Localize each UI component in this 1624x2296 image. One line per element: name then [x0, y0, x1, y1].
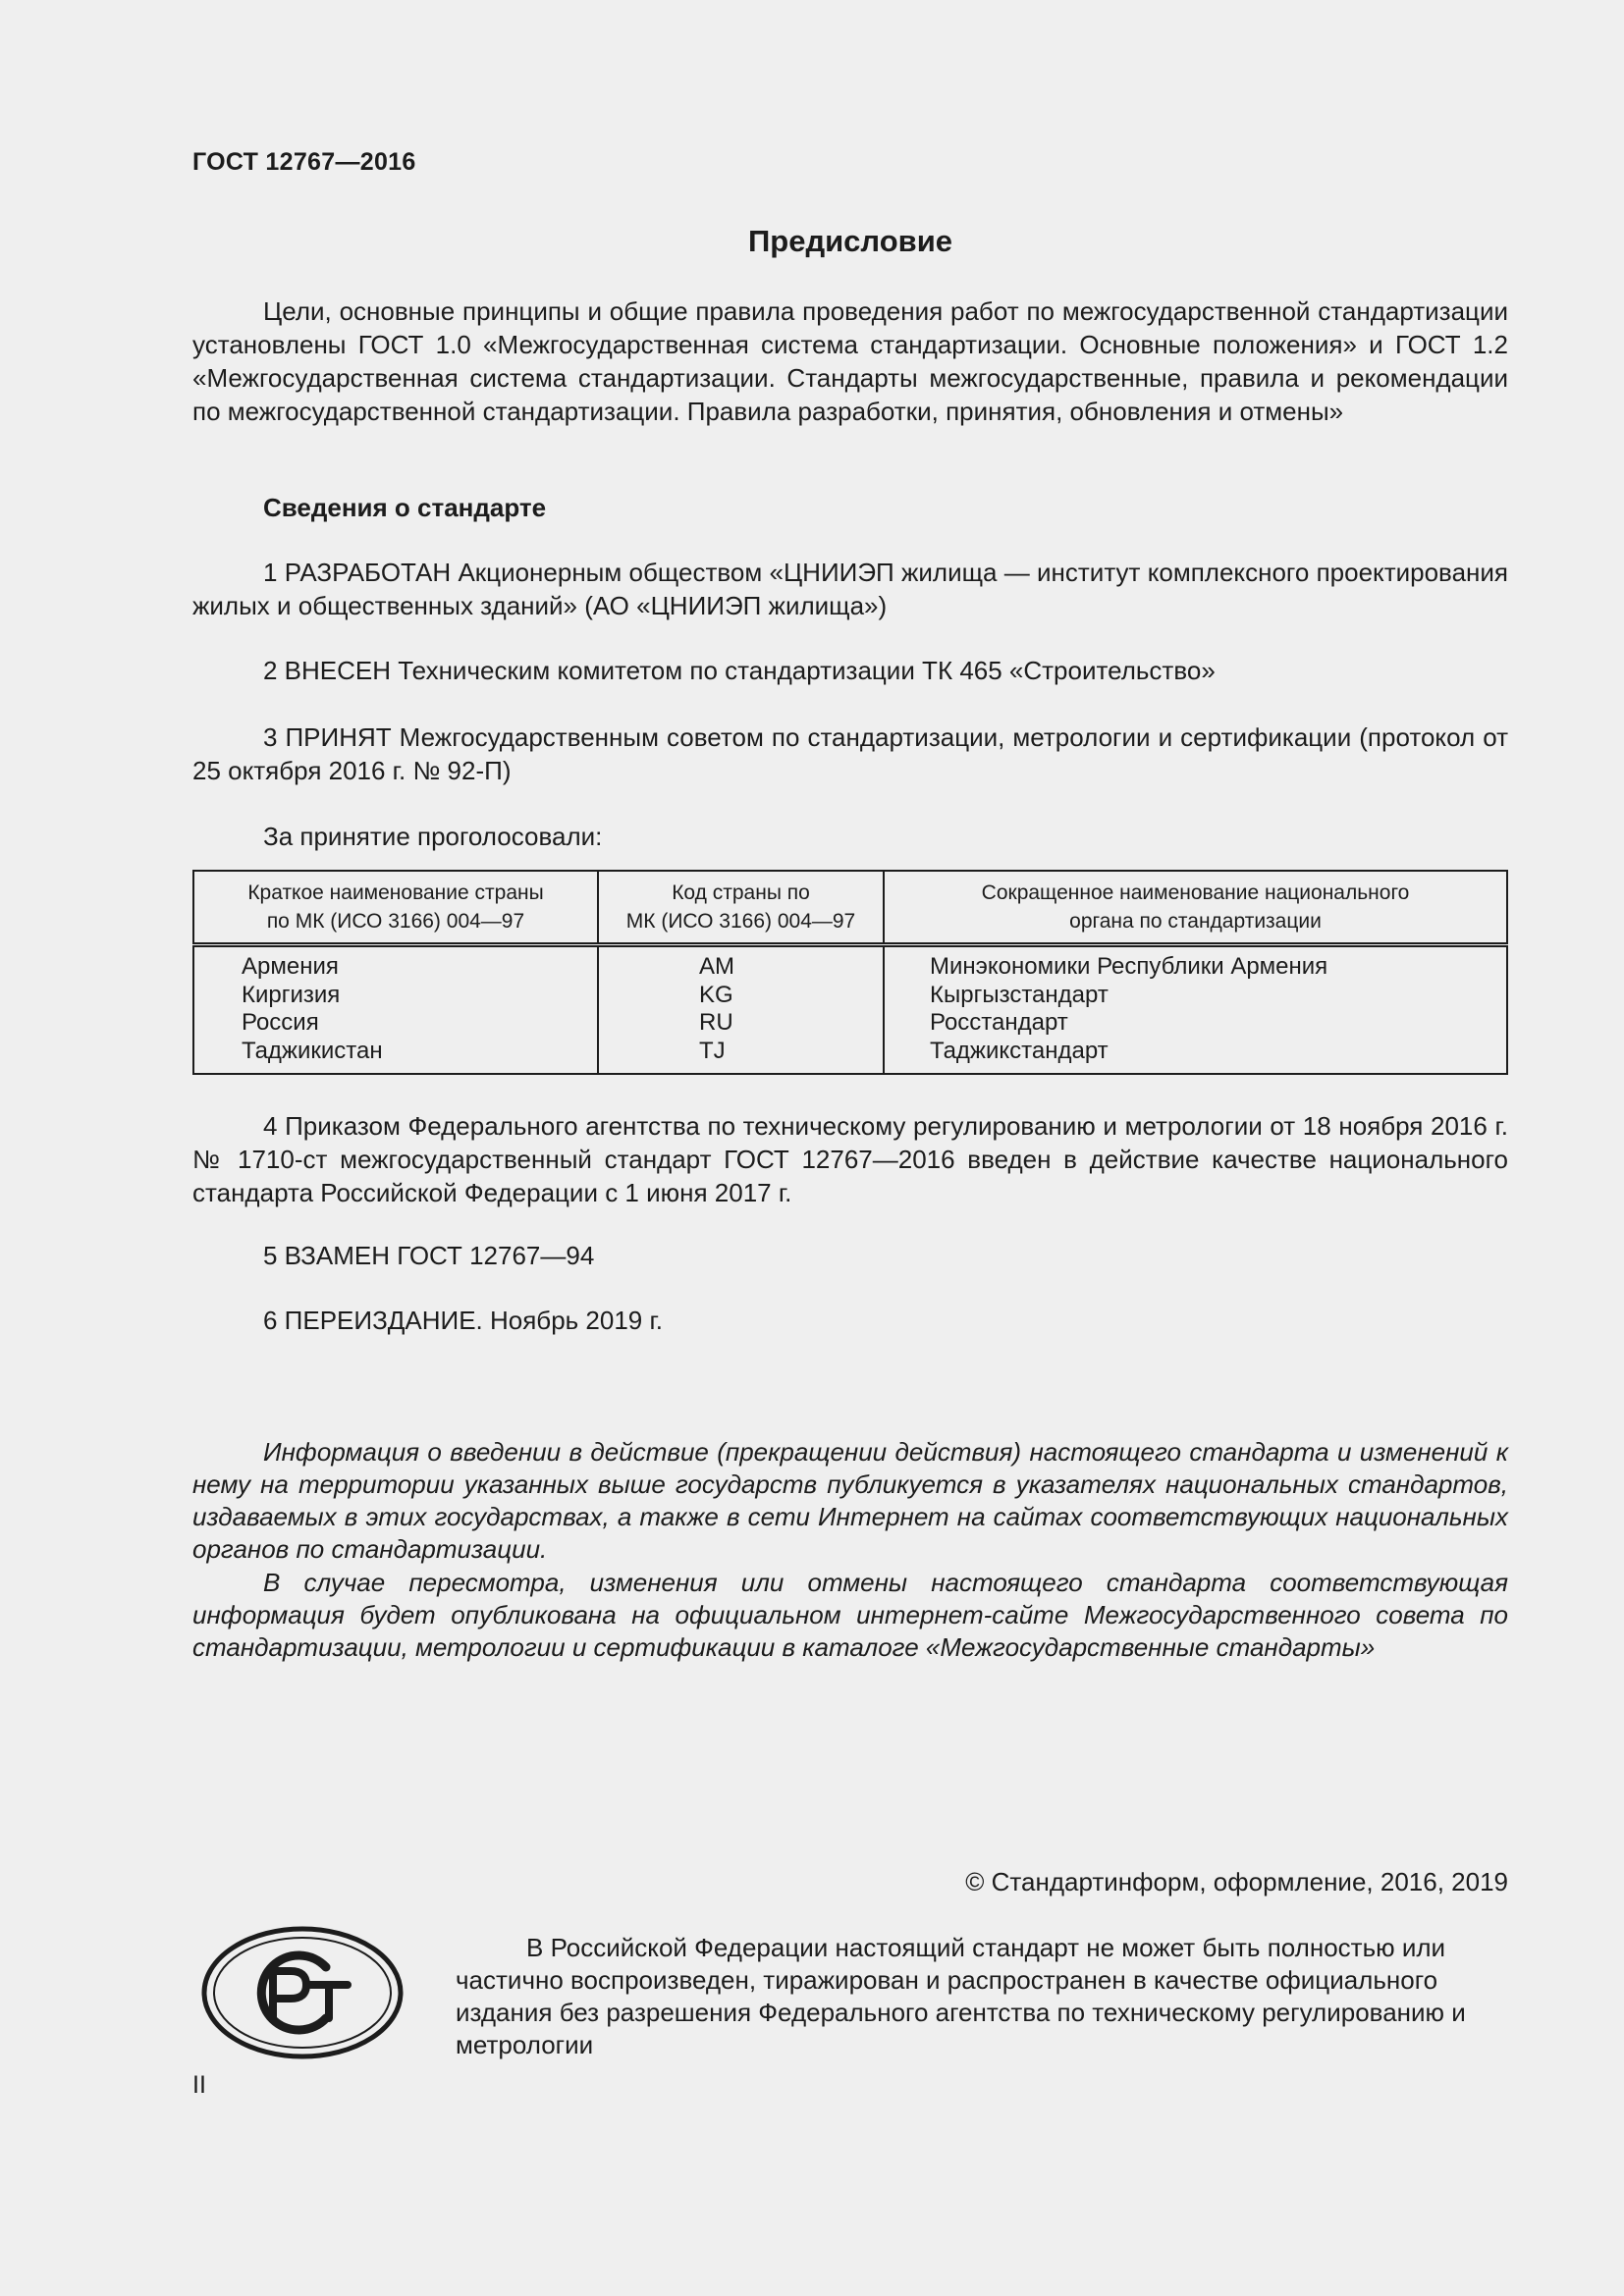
org-cell: Кыргызстандарт: [930, 981, 1109, 1008]
country-column: [193, 945, 598, 1075]
code-cell: AM: [699, 953, 734, 980]
voting-table: [192, 870, 1508, 1075]
code-cell: RU: [699, 1009, 733, 1036]
intro-paragraph: Цели, основные принципы и общие правила проведения работ по межгосударственной стандартизации установлены ГОСТ 1.0 «Межгосударственная система стандартизации. Основные положения» и ГОСТ 1.2 «Межгосударственная система стандартизации. Стандарты межгосударственные, правила и рекомендации по межгосударственной стандартизации. Правила разработки, принятия, обновления и отмены»: [192, 296, 1508, 426]
item-1-developed: 1 РАЗРАБОТАН Акционерным обществом «ЦНИИЭП жилища — институт комплексного проектирования жилых и общественных зданий» (АО «ЦНИИЭП жилища»): [192, 558, 1508, 620]
item-2-introduced: 2 ВНЕСЕН Техническим комитетом по стандартизации ТК 465 «Строительство»: [263, 656, 1216, 685]
org-cell: Минэкономики Республики Армения: [930, 953, 1328, 980]
rst-logo-icon: [200, 1924, 405, 2061]
header-organization: Сокращенное наименование национального органа по стандартизации: [884, 871, 1507, 945]
code-cell: KG: [699, 981, 733, 1008]
table-header-row: [193, 871, 1507, 945]
page-number: II: [192, 2071, 206, 2099]
copyright-notice: © Стандартинформ, оформление, 2016, 2019: [965, 1867, 1508, 1896]
info-paragraph-1: Информация о введении в действие (прекращении действия) настоящего стандарта и изменений к нему на территории указанных выше государств публикуется в указателях национальных стандартов, издаваемых в этих государствах, а также в сети Интернет на сайтах соответствующих национальных органов по стандартизации.: [192, 1437, 1508, 1564]
country-cell: Армения: [242, 953, 339, 980]
org-cell: Таджикстандарт: [930, 1037, 1109, 1064]
table-body-row: [193, 945, 1507, 1075]
code-column: [598, 945, 884, 1075]
item-3-adopted: 3 ПРИНЯТ Межгосударственным советом по стандартизации, метрологии и сертификации (протокол от 25 октября 2016 г. № 92-П): [192, 722, 1508, 785]
item-4-order: 4 Приказом Федерального агентства по техническому регулированию и метрологии от 18 ноября 2016 г. № 1710-ст межгосударственный стандарт ГОСТ 12767—2016 введен в действие качестве национального стандарта Российской Федерации с 1 июня 2017 г.: [192, 1111, 1508, 1207]
country-cell: Киргизия: [242, 981, 341, 1008]
header-code: Код страны по МК (ИСО 3166) 004—97: [598, 871, 884, 945]
item-6-reissue: 6 ПЕРЕИЗДАНИЕ. Ноябрь 2019 г.: [263, 1306, 664, 1335]
organization-column: [884, 945, 1507, 1075]
org-cell: Росстандарт: [930, 1009, 1068, 1036]
document-header: ГОСТ 12767—2016: [192, 148, 416, 176]
header-country: Краткое наименование страны по МК (ИСО 3166) 004—97: [193, 871, 598, 945]
country-cell: Таджикистан: [242, 1037, 383, 1064]
country-cell: Россия: [242, 1009, 319, 1036]
info-paragraph-2: В случае пересмотра, изменения или отмены настоящего стандарта соответствующая информация будет опубликована на официальном интернет-сайте Межгосударственного совета по стандартизации, метрологии и сертификации в каталоге «Межгосударственные стандарты»: [192, 1568, 1508, 1662]
voted-caption: За принятие проголосовали:: [263, 822, 603, 851]
item-5-replaces: 5 ВЗАМЕН ГОСТ 12767—94: [263, 1241, 595, 1270]
reproduction-rights-notice: В Российской Федерации настоящий стандарт не может быть полностью или частично воспроизведен, тиражирован и распространен в качестве официального издания без разрешения Федерального агентства по техническому регулированию и метрологии: [456, 1933, 1466, 2059]
page-title: Предисловие: [747, 224, 952, 258]
code-cell: TJ: [699, 1037, 726, 1064]
section-title: Сведения о стандарте: [263, 493, 547, 522]
